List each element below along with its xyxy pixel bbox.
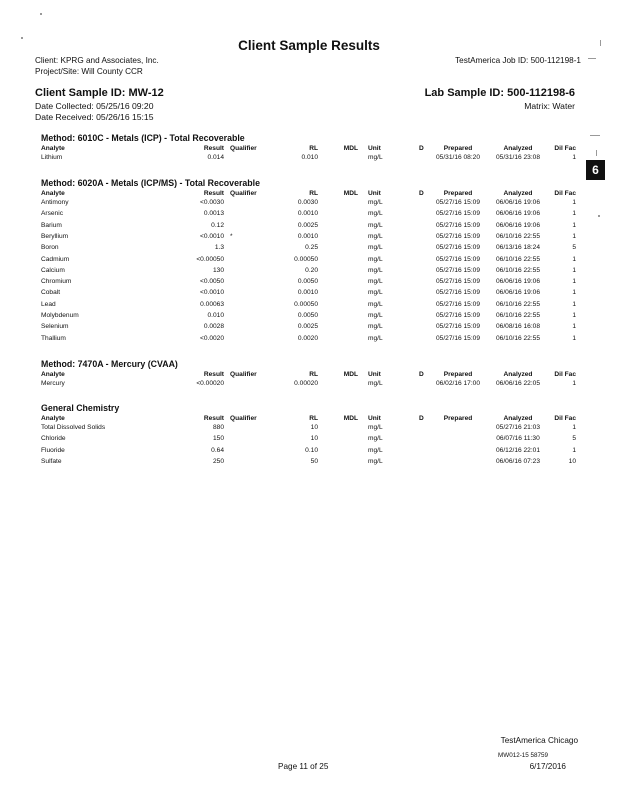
cell-unit: mg/L: [368, 334, 383, 342]
cell-analyzed: 05/27/16 21:03: [496, 424, 540, 431]
cell-rl: 0.10: [305, 446, 318, 454]
cell-result: <0.0030: [199, 199, 224, 206]
cell-unit: mg/L: [368, 232, 383, 240]
column-header-rl: RL: [309, 145, 318, 152]
cell-prepared: 05/27/16 15:09: [436, 255, 480, 263]
column-header-analyzed: Analyzed: [503, 371, 533, 378]
section-title: General Chemistry: [41, 403, 120, 413]
cell-unit: mg/L: [368, 210, 383, 218]
cell-result: <0.00020: [196, 380, 224, 387]
client-name: Client: KPRG and Associates, Inc.: [35, 56, 159, 65]
cell-unit: mg/L: [368, 266, 383, 274]
cell-unit: mg/L: [368, 289, 383, 297]
cell-unit: mg/L: [368, 424, 383, 431]
cell-unit: mg/L: [368, 380, 383, 387]
cell-prepared: 05/27/16 15:09: [436, 232, 480, 240]
column-header-analyte: Analyte: [41, 190, 65, 197]
cell-result: 0.12: [211, 221, 224, 229]
column-header-d: D: [419, 371, 424, 378]
column-header-prepared: Prepared: [443, 415, 473, 422]
cell-unit: mg/L: [368, 255, 383, 263]
cell-result: 0.0013: [203, 210, 224, 218]
cell-analyte: Mercury: [41, 380, 65, 387]
cell-analyte: Cobalt: [41, 289, 61, 297]
cell-analyte: Chloride: [41, 435, 66, 443]
cell-analyte: Lead: [41, 300, 56, 308]
cell-analyte: Sulfate: [41, 457, 62, 465]
cell-rl: 0.0025: [297, 323, 318, 331]
cell-analyzed: 06/06/16 19:06: [496, 199, 540, 206]
cell-dil-fac: 5: [572, 435, 576, 443]
cell-analyzed: 06/10/16 22:55: [496, 232, 540, 240]
column-header-mdl: MDL: [343, 145, 358, 152]
cell-analyzed: 05/31/16 23:08: [496, 154, 540, 161]
cell-result: <0.0010: [199, 289, 224, 297]
cell-analyzed: 06/06/16 19:06: [496, 278, 540, 286]
cell-rl: 50: [310, 457, 318, 465]
section-title: Method: 6020A - Metals (ICP/MS) - Total Recoverable: [41, 178, 260, 188]
cell-rl: 0.00020: [294, 380, 318, 387]
cell-prepared: 06/02/16 17:00: [436, 380, 480, 387]
column-header-qualifier: Qualifier: [230, 415, 257, 422]
cell-analyte: Arsenic: [41, 210, 63, 218]
cell-dil-fac: 1: [572, 312, 576, 319]
column-header-mdl: MDL: [343, 415, 358, 422]
cell-analyte: Selenium: [41, 323, 69, 331]
scan-speck: [21, 37, 23, 39]
cell-analyte: Thallium: [41, 334, 66, 342]
cell-qualifier: *: [230, 232, 233, 240]
cell-rl: 0.00050: [294, 255, 318, 263]
cell-analyte: Cadmium: [41, 255, 70, 263]
cell-dil-fac: 1: [572, 210, 576, 218]
cell-prepared: 05/27/16 15:09: [436, 334, 480, 342]
cell-rl: 0.0010: [297, 210, 318, 218]
cell-prepared: 05/31/16 08:20: [436, 154, 480, 161]
column-header-result: Result: [203, 415, 224, 422]
scan-speck: [40, 13, 42, 15]
section-tab: 6: [586, 160, 605, 180]
column-header-unit: Unit: [368, 190, 381, 197]
cell-analyte: Fluoride: [41, 446, 65, 454]
column-header-unit: Unit: [368, 145, 381, 152]
cell-prepared: 05/27/16 15:09: [436, 312, 480, 319]
cell-prepared: 05/27/16 15:09: [436, 210, 480, 218]
cell-dil-fac: 1: [572, 266, 576, 274]
cell-analyzed: 06/06/16 07:23: [496, 457, 540, 465]
column-header-prepared: Prepared: [443, 145, 473, 152]
column-header-prepared: Prepared: [443, 371, 473, 378]
cell-analyzed: 06/10/16 22:55: [496, 312, 540, 319]
matrix: Matrix: Water: [524, 101, 575, 111]
cell-result: <0.0050: [199, 278, 224, 286]
scan-speck: [590, 135, 600, 136]
page-number: Page 11 of 25: [278, 762, 329, 771]
cell-analyzed: 06/06/16 19:06: [496, 289, 540, 297]
cell-result: 0.010: [207, 312, 224, 319]
cell-unit: mg/L: [368, 312, 383, 319]
cell-result: 0.64: [211, 446, 224, 454]
cell-dil-fac: 1: [572, 278, 576, 286]
cell-result: 150: [212, 435, 224, 443]
column-header-mdl: MDL: [343, 190, 358, 197]
column-header-rl: RL: [309, 371, 318, 378]
column-header-dil-fac: Dil Fac: [554, 415, 576, 422]
cell-rl: 0.0020: [297, 334, 318, 342]
cell-dil-fac: 1: [572, 154, 576, 161]
cell-unit: mg/L: [368, 457, 383, 465]
column-header-result: Result: [203, 371, 224, 378]
column-header-analyte: Analyte: [41, 371, 65, 378]
cell-analyte: Chromium: [41, 278, 72, 286]
date-collected: Date Collected: 05/25/16 09:20: [35, 101, 154, 111]
cell-rl: 0.0050: [297, 312, 318, 319]
cell-rl: 0.00050: [294, 300, 318, 308]
cell-result: 250: [212, 457, 224, 465]
cell-unit: mg/L: [368, 199, 383, 206]
cell-analyzed: 06/10/16 22:55: [496, 300, 540, 308]
cell-prepared: 05/27/16 15:09: [436, 221, 480, 229]
cell-prepared: 05/27/16 15:09: [436, 323, 480, 331]
column-header-rl: RL: [309, 415, 318, 422]
column-header-prepared: Prepared: [443, 190, 473, 197]
scan-speck: [598, 215, 600, 217]
column-header-analyte: Analyte: [41, 415, 65, 422]
cell-analyte: Total Dissolved Solids: [41, 424, 106, 431]
cell-dil-fac: 1: [572, 323, 576, 331]
column-header-analyzed: Analyzed: [503, 190, 533, 197]
report-date: 6/17/2016: [529, 762, 566, 771]
column-header-d: D: [419, 190, 424, 197]
cell-result: 0.00063: [200, 300, 224, 308]
cell-rl: 10: [310, 424, 318, 431]
cell-result: 0.014: [207, 154, 224, 161]
cell-rl: 0.010: [301, 154, 318, 161]
cell-dil-fac: 1: [572, 255, 576, 263]
cell-result: <0.0010: [199, 232, 224, 240]
cell-rl: 0.0010: [297, 232, 318, 240]
cell-analyzed: 06/10/16 22:55: [496, 255, 540, 263]
cell-unit: mg/L: [368, 278, 383, 286]
column-header-analyzed: Analyzed: [503, 415, 533, 422]
cell-unit: mg/L: [368, 300, 383, 308]
cell-prepared: 05/27/16 15:09: [436, 278, 480, 286]
cell-prepared: 05/27/16 15:09: [436, 300, 480, 308]
job-id: TestAmerica Job ID: 500-112198-1: [455, 56, 581, 65]
section-title: Method: 7470A - Mercury (CVAA): [41, 359, 178, 369]
cell-dil-fac: 1: [572, 232, 576, 240]
column-header-d: D: [419, 415, 424, 422]
cell-unit: mg/L: [368, 154, 383, 161]
cell-dil-fac: 5: [572, 244, 576, 252]
cell-prepared: 05/27/16 15:09: [436, 199, 480, 206]
cell-rl: 0.0025: [297, 221, 318, 229]
column-header-dil-fac: Dil Fac: [554, 145, 576, 152]
page-title: Client Sample Results: [238, 38, 380, 53]
cell-result: 0.0028: [203, 323, 224, 331]
column-header-dil-fac: Dil Fac: [554, 371, 576, 378]
lab-name: TestAmerica Chicago: [500, 736, 578, 745]
column-header-qualifier: Qualifier: [230, 371, 257, 378]
scan-speck: [588, 58, 596, 59]
project-site: Project/Site: Will County CCR: [35, 67, 143, 76]
column-header-result: Result: [203, 145, 224, 152]
cell-rl: 0.25: [305, 244, 318, 252]
cell-analyte: Lithium: [41, 154, 63, 161]
cell-analyte: Antimony: [41, 199, 69, 206]
client-sample-id: Client Sample ID: MW-12: [35, 87, 164, 99]
column-header-mdl: MDL: [343, 371, 358, 378]
cell-dil-fac: 10: [568, 457, 576, 465]
cell-result: <0.0020: [199, 334, 224, 342]
cell-analyzed: 06/06/16 19:06: [496, 210, 540, 218]
scan-speck: [596, 150, 597, 156]
cell-prepared: 05/27/16 15:09: [436, 289, 480, 297]
cell-result: <0.00050: [196, 255, 224, 263]
cell-result: 880: [212, 424, 224, 431]
column-header-qualifier: Qualifier: [230, 145, 257, 152]
cell-analyte: Beryllium: [41, 232, 69, 240]
cell-dil-fac: 1: [572, 446, 576, 454]
cell-rl: 0.0050: [297, 278, 318, 286]
column-header-unit: Unit: [368, 371, 381, 378]
scan-speck: [600, 40, 601, 46]
cell-analyzed: 06/06/16 19:06: [496, 221, 540, 229]
cell-prepared: 05/27/16 15:09: [436, 266, 480, 274]
cell-analyzed: 06/10/16 22:55: [496, 266, 540, 274]
date-received: Date Received: 05/26/16 15:15: [35, 112, 154, 122]
cell-dil-fac: 1: [572, 221, 576, 229]
cell-rl: 10: [310, 435, 318, 443]
document-code: MW012-15 58759: [498, 752, 549, 759]
cell-result: 1.3: [214, 244, 224, 252]
cell-dil-fac: 1: [572, 289, 576, 297]
cell-analyzed: 06/08/16 16:08: [496, 323, 540, 331]
cell-analyte: Boron: [41, 244, 59, 252]
cell-unit: mg/L: [368, 244, 383, 252]
cell-unit: mg/L: [368, 446, 383, 454]
lab-sample-id: Lab Sample ID: 500-112198-6: [424, 87, 575, 99]
column-header-analyte: Analyte: [41, 145, 65, 152]
cell-rl: 0.0030: [297, 199, 318, 206]
cell-analyte: Molybdenum: [41, 312, 79, 319]
cell-unit: mg/L: [368, 323, 383, 331]
cell-prepared: 05/27/16 15:09: [436, 244, 480, 252]
cell-analyzed: 06/12/16 22:01: [496, 446, 540, 454]
cell-unit: mg/L: [368, 221, 383, 229]
cell-unit: mg/L: [368, 435, 383, 443]
cell-analyzed: 06/10/16 22:55: [496, 334, 540, 342]
cell-dil-fac: 1: [572, 199, 576, 206]
column-header-result: Result: [203, 190, 224, 197]
cell-analyzed: 06/06/16 22:05: [496, 380, 540, 387]
cell-result: 130: [212, 266, 224, 274]
cell-rl: 0.0010: [297, 289, 318, 297]
column-header-analyzed: Analyzed: [503, 145, 533, 152]
column-header-rl: RL: [309, 190, 318, 197]
cell-dil-fac: 1: [572, 334, 576, 342]
section-title: Method: 6010C - Metals (ICP) - Total Recoverable: [41, 133, 245, 143]
column-header-unit: Unit: [368, 415, 381, 422]
column-header-d: D: [419, 145, 424, 152]
column-header-qualifier: Qualifier: [230, 190, 257, 197]
cell-dil-fac: 1: [572, 424, 576, 431]
cell-analyzed: 06/07/16 11:30: [496, 435, 540, 443]
cell-analyte: Barium: [41, 221, 62, 229]
column-header-dil-fac: Dil Fac: [554, 190, 576, 197]
cell-dil-fac: 1: [572, 380, 576, 387]
cell-dil-fac: 1: [572, 300, 576, 308]
cell-analyzed: 06/13/16 18:24: [496, 244, 540, 252]
cell-analyte: Calcium: [41, 266, 65, 274]
cell-rl: 0.20: [305, 266, 318, 274]
